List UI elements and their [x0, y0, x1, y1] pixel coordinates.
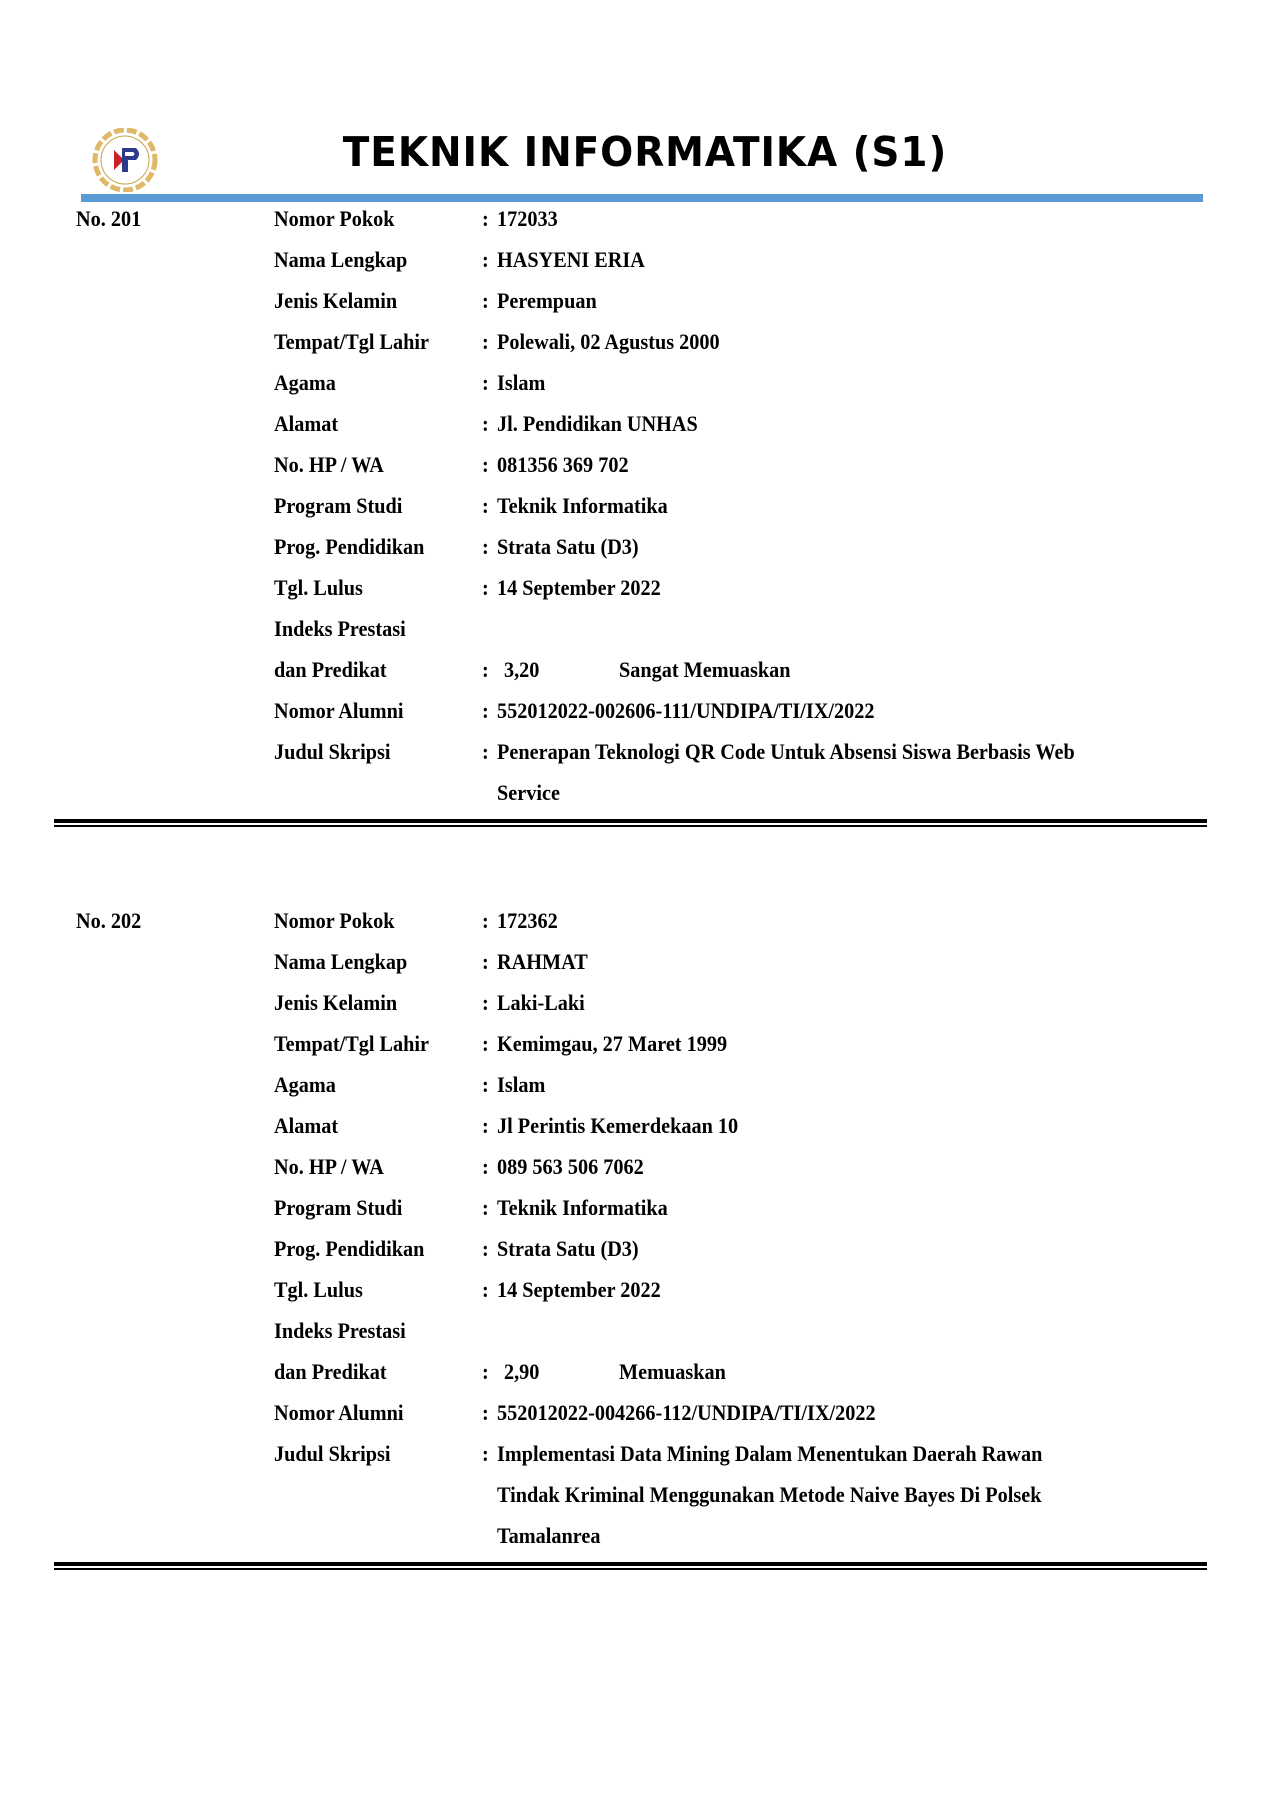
colon-separator: : — [482, 908, 489, 933]
field-value: 552012022-004266-112/UNDIPA/TI/IX/2022 — [497, 1400, 876, 1425]
field-label: Indeks Prestasi — [274, 1318, 406, 1343]
field-value: 552012022-002606-111/UNDIPA/TI/IX/2022 — [497, 698, 875, 723]
colon-separator: : — [482, 206, 489, 231]
colon-separator: : — [482, 1359, 489, 1384]
rule-thin — [54, 1568, 1207, 1570]
field-label: Tempat/Tgl Lahir — [274, 329, 430, 354]
colon-separator: : — [482, 247, 489, 272]
field-value: Laki-Laki — [497, 990, 585, 1015]
ipk-value: 2,90 — [504, 1359, 540, 1384]
field-label: Program Studi — [274, 493, 403, 518]
field-value-continued: Tindak Kriminal Menggunakan Metode Naive Bayes Di Polsek — [497, 1482, 1042, 1507]
colon-separator: : — [482, 411, 489, 436]
field-value: 172362 — [497, 908, 558, 933]
field-value: Teknik Informatika — [497, 1195, 668, 1220]
field-value: HASYENI ERIA — [497, 247, 645, 272]
colon-separator: : — [482, 1441, 489, 1466]
colon-separator: : — [482, 739, 489, 764]
colon-separator: : — [482, 1072, 489, 1097]
field-label: Prog. Pendidikan — [274, 1236, 425, 1261]
colon-separator: : — [482, 329, 489, 354]
double-rule-divider — [54, 1562, 1207, 1570]
field-value-continued: Service — [497, 780, 560, 805]
field-label: dan Predikat — [274, 1359, 387, 1384]
field-label: Alamat — [274, 1113, 339, 1138]
header-divider — [81, 194, 1203, 202]
double-rule-divider — [54, 819, 1207, 827]
predikat-value: Sangat Memuaskan — [619, 657, 791, 682]
field-label: Tempat/Tgl Lahir — [274, 1031, 430, 1056]
colon-separator: : — [482, 1400, 489, 1425]
field-label: Agama — [274, 370, 336, 395]
field-label: Judul Skripsi — [274, 1441, 391, 1466]
field-value: Jl. Pendidikan UNHAS — [497, 411, 698, 436]
field-value: RAHMAT — [497, 949, 588, 974]
field-label: Nomor Alumni — [274, 1400, 404, 1425]
field-value: 14 September 2022 — [497, 575, 661, 600]
field-value: 081356 369 702 — [497, 452, 629, 477]
field-label: Indeks Prestasi — [274, 616, 406, 641]
field-value: 172033 — [497, 206, 558, 231]
field-label: Nomor Alumni — [274, 698, 404, 723]
field-value: Penerapan Teknologi QR Code Untuk Absensi Siswa Berbasis Web — [497, 739, 1075, 764]
ipk-value: 3,20 — [504, 657, 540, 682]
field-label: Nomor Pokok — [274, 206, 395, 231]
field-label: Tgl. Lulus — [274, 575, 363, 600]
field-label: No. HP / WA — [274, 452, 384, 477]
rule-thin — [54, 825, 1207, 827]
field-value: Kemimgau, 27 Maret 1999 — [497, 1031, 728, 1056]
field-value-continued: Tamalanrea — [497, 1523, 601, 1548]
field-value: 14 September 2022 — [497, 1277, 661, 1302]
field-value: Islam — [497, 370, 546, 395]
colon-separator: : — [482, 1236, 489, 1261]
colon-separator: : — [482, 657, 489, 682]
field-value: Teknik Informatika — [497, 493, 668, 518]
colon-separator: : — [482, 698, 489, 723]
colon-separator: : — [482, 370, 489, 395]
field-value: Islam — [497, 1072, 546, 1097]
colon-separator: : — [482, 1113, 489, 1138]
field-value: Jl Perintis Kemerdekaan 10 — [497, 1113, 739, 1138]
colon-separator: : — [482, 949, 489, 974]
colon-separator: : — [482, 990, 489, 1015]
field-label: Program Studi — [274, 1195, 403, 1220]
colon-separator: : — [482, 575, 489, 600]
colon-separator: : — [482, 1195, 489, 1220]
field-label: No. HP / WA — [274, 1154, 384, 1179]
predikat-value: Memuaskan — [619, 1359, 726, 1384]
field-value: Strata Satu (D3) — [497, 534, 639, 559]
field-label: Tgl. Lulus — [274, 1277, 363, 1302]
field-label: Judul Skripsi — [274, 739, 391, 764]
colon-separator: : — [482, 452, 489, 477]
colon-separator: : — [482, 1277, 489, 1302]
field-label: Nomor Pokok — [274, 908, 395, 933]
field-label: Agama — [274, 1072, 336, 1097]
field-label: Nama Lengkap — [274, 247, 408, 272]
rule-thick — [54, 1562, 1207, 1566]
field-label: Jenis Kelamin — [274, 288, 398, 313]
colon-separator: : — [482, 288, 489, 313]
rule-thick — [54, 819, 1207, 823]
colon-separator: : — [482, 1031, 489, 1056]
colon-separator: : — [482, 534, 489, 559]
field-value: 089 563 506 7062 — [497, 1154, 644, 1179]
field-label: Prog. Pendidikan — [274, 534, 425, 559]
field-value: Polewali, 02 Agustus 2000 — [497, 329, 720, 354]
page-title: TEKNIK INFORMATIKA (S1) — [342, 128, 948, 176]
colon-separator: : — [482, 1154, 489, 1179]
record-number: No. 201 — [76, 206, 142, 231]
field-label: dan Predikat — [274, 657, 387, 682]
record-number: No. 202 — [76, 908, 142, 933]
field-label: Nama Lengkap — [274, 949, 408, 974]
field-label: Jenis Kelamin — [274, 990, 398, 1015]
field-value: Perempuan — [497, 288, 597, 313]
field-value: Strata Satu (D3) — [497, 1236, 639, 1261]
field-value: Implementasi Data Mining Dalam Menentukan Daerah Rawan — [497, 1441, 1043, 1466]
field-label: Alamat — [274, 411, 339, 436]
colon-separator: : — [482, 493, 489, 518]
